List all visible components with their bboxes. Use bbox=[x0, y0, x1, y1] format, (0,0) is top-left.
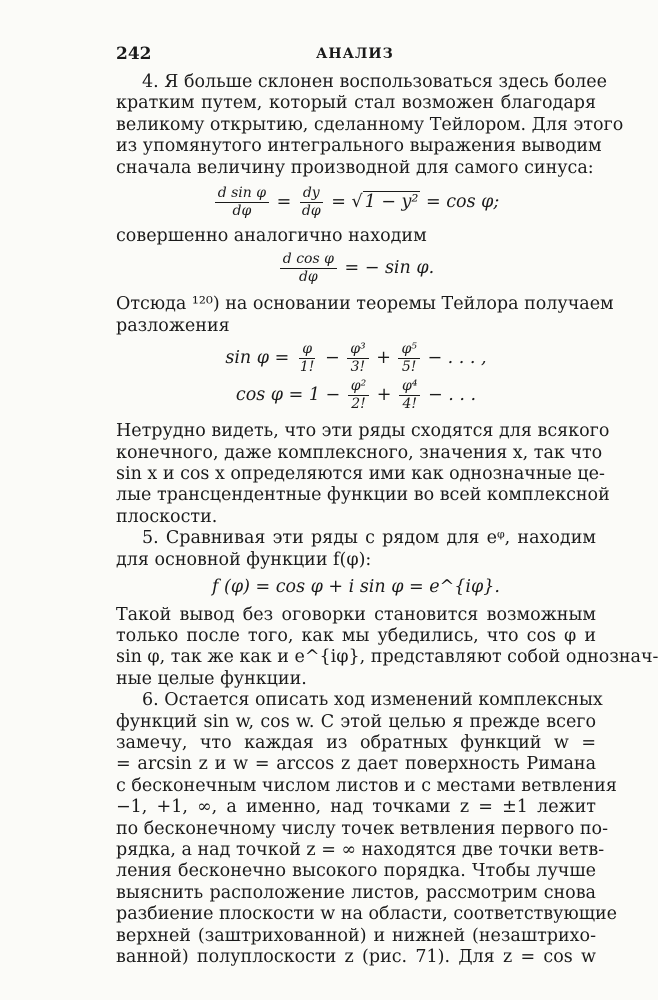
text-line: по бесконечному числу точек ветвления первого по- bbox=[116, 818, 608, 839]
text-line: sin x и cos x определяются ими как однозначные це- bbox=[116, 464, 605, 485]
paragraph-6 bbox=[116, 690, 617, 968]
text-line: замечу, что каждая из обратных функций w = bbox=[116, 732, 596, 753]
text-line: Такой вывод без оговорки становится возможным bbox=[116, 604, 596, 625]
text-line: плоскости. bbox=[116, 506, 218, 527]
text-line: из упомянутого интегрального выражения выводим bbox=[116, 136, 602, 157]
sqrt-content: 1 − y² bbox=[364, 192, 419, 213]
text-line: сначала величину производной для самого синуса: bbox=[116, 157, 594, 178]
page-number: 242 bbox=[116, 44, 152, 64]
text-line: только после того, как мы убедились, что cos φ и bbox=[116, 625, 596, 646]
text-line: с бесконечным числом листов и с местами ветвления bbox=[116, 775, 617, 796]
text-line: ные целые функции. bbox=[116, 668, 307, 689]
text-line: функций sin w, cos w. С этой целью я прежде всего bbox=[116, 711, 596, 732]
equation-derivative-sin: $\frac{\text{d sin φ}}{d\varphi}$ = $\frac{dy}{d\varphi}$ = √ 1 − y² = cos φ; bbox=[116, 185, 596, 220]
text-line: лые трансцендентные функции во всей комплексной bbox=[116, 485, 610, 506]
equation-cos-series: cos φ = 1 − $\frac{\text{φ²}}{2!}$ + $\frac{\text{φ⁴}}{4!}$ − . . . bbox=[235, 378, 477, 413]
text-line: выяснить расположение листов, рассмотрим снова bbox=[116, 882, 596, 903]
text-line: для основной функции f(φ): bbox=[116, 549, 372, 570]
equation-derivative-cos: $\frac{\text{d cos φ}}{d\varphi}$ = − sin φ. bbox=[116, 251, 596, 286]
text-line: −1, +1, ∞, а именно, над точками z = ±1 лежит bbox=[116, 797, 596, 818]
fraction: $\frac{dy}{d\varphi}$ bbox=[299, 185, 324, 220]
text-line: 6. Остается описать ход изменений комплексных bbox=[142, 690, 603, 711]
fraction: $\frac{\text{d cos φ}}{d\varphi}$ bbox=[280, 251, 337, 286]
text-line: sin φ, так же как и e^{iφ}, представляют собой однознач- bbox=[116, 647, 658, 668]
text-line: разбиение плоскости w на области, соответствующие bbox=[116, 904, 617, 925]
running-title: АНАЛИЗ bbox=[316, 46, 394, 62]
page-body bbox=[116, 72, 658, 968]
text-line: ления бесконечно высокого порядка. Чтобы лучше bbox=[116, 861, 596, 882]
text-line: великому открытию, сделанному Тейлором. Для этого bbox=[116, 114, 624, 135]
text-line: 5. Сравнивая эти ряды с рядом для eᵠ, находим bbox=[142, 528, 596, 549]
text-line: конечного, даже комплексного, значения x, так что bbox=[116, 442, 603, 463]
text-line: совершенно аналогично находим bbox=[116, 226, 427, 247]
equation-sin-series: sin φ = $\frac{\varphi}{1!}$ − $\frac{\text{φ³}}{3!}$ + $\frac{\text{φ⁵}}{5!}$ − . . . , bbox=[225, 341, 487, 376]
text-line: рядка, а над точкой z = ∞ находятся две точки ветв- bbox=[116, 839, 605, 860]
text-line: Нетрудно видеть, что эти ряды сходятся для всякого bbox=[116, 421, 610, 442]
text-line: = arcsin z и w = arccos z дает поверхность Римана bbox=[116, 754, 596, 775]
text-line: кратким путем, который стал возможен благодаря bbox=[116, 93, 596, 114]
text-line: верхней (заштрихованной) и нижней (незаштрихо- bbox=[116, 925, 596, 946]
text-line: 4. Я больше склонен воспользоваться здесь более bbox=[142, 72, 607, 92]
paragraph-taylor bbox=[116, 294, 614, 337]
text-line: разложения bbox=[116, 315, 230, 336]
text-line: ванной) полуплоскости z (рис. 71). Для z = cos w bbox=[116, 947, 596, 967]
fraction: $\frac{\text{d sin φ}}{d\varphi}$ bbox=[215, 185, 269, 220]
paragraph-convergence bbox=[116, 421, 610, 528]
paragraph-4 bbox=[116, 72, 624, 179]
paragraph-conclusion bbox=[116, 604, 658, 691]
text-line: Отсюда ¹²⁰) на основании теоремы Тейлора получаем bbox=[116, 294, 614, 315]
page-header bbox=[116, 44, 596, 68]
paragraph-5 bbox=[116, 528, 596, 571]
equation-euler: f (φ) = cos φ + i sin φ = e^{iφ}. bbox=[212, 577, 500, 598]
